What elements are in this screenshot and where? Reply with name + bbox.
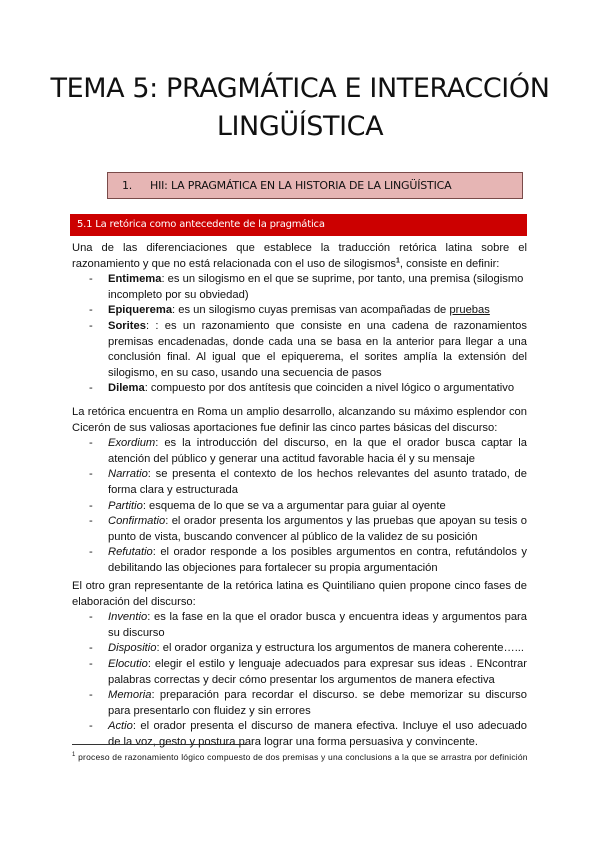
intro-line-2	[72, 257, 527, 273]
phase-name: Memoria	[108, 689, 152, 702]
part-definition: : esquema de lo que se va a argumentar para guiar al oyente	[142, 499, 446, 512]
pruebas-link[interactable]: pruebas	[449, 304, 490, 317]
title-line-1: TEMA 5: PRAGMÁTICA E INTERACCIÓN	[50, 73, 550, 104]
list-item	[72, 641, 527, 657]
part-definition: : se presenta el contexto de los hechos relevantes del asunto tratado, de forma clara y estructurada	[108, 468, 527, 496]
title-line-2: LINGÜÍSTICA	[216, 111, 384, 142]
part-definition: : el orador presenta los argumentos y las pruebas que apoyan su tesis o punto de vista, buscando convencer al público de la validez de su posición	[108, 515, 527, 543]
list-item	[72, 719, 527, 750]
list-item	[72, 499, 527, 515]
term-definition: : es un silogismo cuyas premisas van acompañadas de	[172, 304, 450, 317]
intro-text: razonamiento y que no está relacionada con el uso de silogismos	[72, 257, 397, 270]
intro-line-1: Una de las diferenciaciones que establece la traducción retórica latina sobre el	[72, 242, 527, 254]
list-item	[72, 545, 527, 576]
phase-name: Dispositio	[108, 642, 157, 655]
list-item	[72, 303, 527, 319]
part-name: Confirmatio	[108, 515, 166, 528]
phase-definition: : el orador organiza y estructura los argumentos de manera coherente…...	[156, 642, 525, 655]
list-item	[72, 514, 527, 545]
list-item	[72, 657, 527, 688]
rome-paragraph: La retórica encuentra en Roma un amplio desarrollo, alcanzando su máximo esplendor con Cicerón de sus valiosas aportaciones fue definir las cinco partes básicas del discurso:	[72, 406, 527, 434]
phase-name: Inventio	[108, 611, 148, 624]
footnote-ref[interactable]: 1	[396, 256, 400, 264]
cicero-parts-list	[72, 436, 527, 576]
intro-text-end: , consiste en definir:	[399, 257, 500, 270]
section-heading	[107, 172, 523, 199]
term-list	[72, 272, 527, 397]
quintiliano-phases-list	[72, 610, 527, 750]
part-definition: : es la introducción del discurso, en la que el orador busca captar la atención del público y generar una actitud favorable hacia él y su mensaje	[108, 437, 527, 465]
part-definition: : el orador responde a los posibles argumentos en contra, refutándolos y debilitando las objeciones para fortalecer su propia argumentación	[108, 546, 527, 574]
term-definition: : es un silogismo en el que se suprime, por tanto, una premisa (silogismo incompleto por su obviedad)	[108, 273, 524, 301]
part-name: Partitio	[108, 499, 143, 512]
list-item	[72, 610, 527, 641]
phase-definition: : elegir el estilo y lenguaje adecuados para expresar sus ideas . ENcontrar palabras correctas y decir cómo presentar los argumentos de manera efectiva	[108, 657, 527, 686]
footnote-mark: 1	[72, 752, 76, 759]
quintiliano-paragraph: El otro gran representante de la retórica latina es Quintiliano quien propone cinco fases de elaboración del discurso:	[72, 580, 527, 608]
footnote-divider	[72, 744, 247, 745]
part-name: Narratio	[108, 468, 148, 481]
part-name: Exordium	[108, 437, 156, 450]
list-item	[72, 319, 527, 381]
cicero-block	[72, 405, 527, 577]
term-definition: : : es un razonamiento que consiste en una cadena de razonamientos premisas encadenadas, donde cada una se basa en la anterior para llegar a una conclusión final. Al igual que el epiquerema, el sorites amplía la extensión del silogismo, en su caso, usando una secuencia de pasos	[108, 319, 527, 379]
list-item	[72, 381, 527, 397]
term-name: Sorites	[108, 319, 146, 332]
section-number: 1.	[122, 179, 133, 192]
term-name: Entimema	[108, 273, 162, 286]
list-item	[72, 688, 527, 719]
phase-definition: : el orador presenta el discurso de manera efectiva. Incluye el uso adecuado de la voz, gesto y postura para lograr una forma persuasiva y convincente.	[108, 720, 527, 748]
footnote	[72, 750, 532, 764]
subsection-label: 5.1 La retórica como antecedente de la pragmática	[77, 219, 325, 230]
term-name: Epiquerema	[108, 304, 173, 317]
term-definition: : compuesto por dos antítesis que coinciden a nivel lógico o argumentativo	[144, 382, 515, 395]
part-name: Refutatio	[108, 546, 153, 559]
quintiliano-block	[72, 579, 527, 751]
phase-definition: : es la fase en la que el orador busca y encuentra ideas y argumentos para su discurso	[108, 611, 527, 639]
page-title	[40, 70, 560, 146]
phase-name: Actio	[108, 720, 133, 733]
intro-block	[72, 241, 527, 397]
phase-definition: : preparación para recordar el discurso. se debe memorizar su discurso para presentarlo con fluidez y sin errores	[108, 689, 527, 717]
subsection-heading	[70, 214, 527, 236]
phase-name: Elocutio	[108, 657, 148, 670]
footnote-text: proceso de razonamiento lógico compuesto de dos premisas y una conclusions a la que se arrastra por definición	[75, 752, 528, 762]
list-item	[72, 467, 527, 498]
list-item	[72, 272, 527, 303]
list-item	[72, 436, 527, 467]
section-label: HII: LA PRAGMÁTICA EN LA HISTORIA DE LA LINGÜÍSTICA	[150, 179, 452, 192]
term-name: Dilema	[108, 382, 145, 395]
